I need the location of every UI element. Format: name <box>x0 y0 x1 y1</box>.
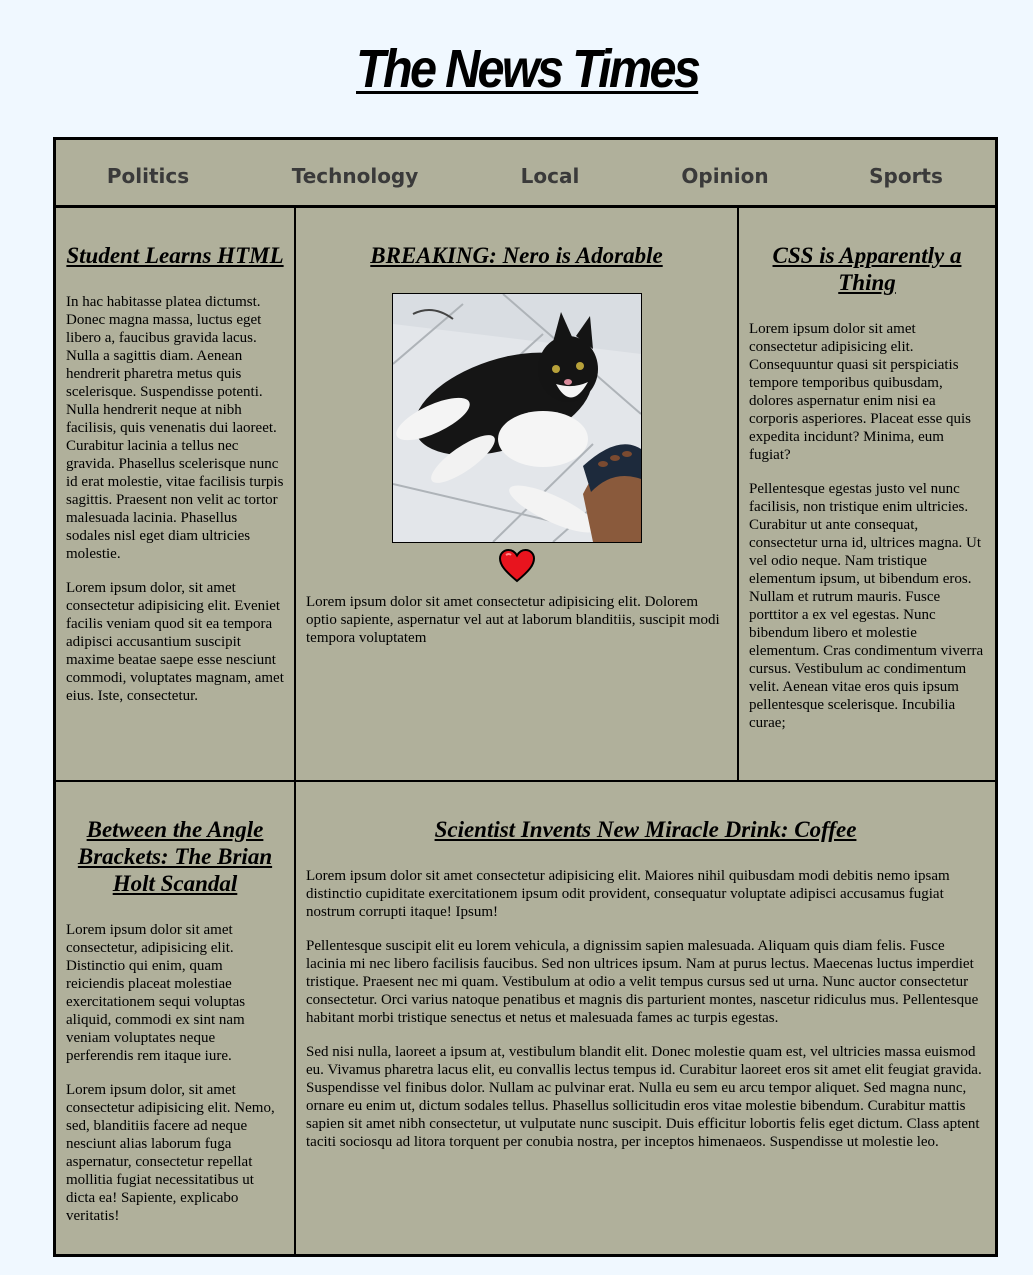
article-title: Student Learns HTML <box>66 243 284 268</box>
nav-bar <box>56 140 995 208</box>
article-paragraph: In hac habitasse platea dictumst. Donec magna massa, luctus eget libero a, faucibus gravida lacus. Nulla a sagittis diam. Aenean hendrerit pharetra metus quis scelerisque. Suspendisse potenti. Nulla hendrerit neque at nibh facilisis, quis venenatis dui laoreet. Curabitur lacinia a tellus nec gravida. Phasellus scelerisque nunc id erat molestie, vitae facilisis turpis sagittis. Praesent non velit ac tortor malesuada lacinia. Phasellus sodales nisl eget diam ultricies molestie. <box>66 294 284 562</box>
article-paragraph: Lorem ipsum dolor, sit amet consectetur adipisicing elit. Nemo, sed, blanditiis facere ad neque nesciunt alias laborum fuga aspernatur, consectetur repellat mollitia fugiat necessitatibus ut dicta ea! Sapiente, explicabo veritatis! <box>66 1082 275 1224</box>
nav-politics[interactable]: Politics <box>106 164 190 188</box>
article-student <box>56 208 294 721</box>
article-title: Between the Angle Brackets: The Brian Holt Scandal <box>77 817 273 896</box>
masthead <box>0 38 1033 100</box>
article-css <box>739 208 995 748</box>
article-coffee <box>296 782 995 1167</box>
article-breaking <box>296 208 737 663</box>
article-paragraph: Sed nisi nulla, laoreet a ipsum at, vestibulum blandit elit. Donec molestie quam est, vel ultricies massa euismod eu. Vivamus pharetra lacus elit, eu convallis lectus tempus id. Curabitur laoreet eros sit amet elit feugiat gravida. Suspendisse vel finibus dolor. Nullam ac pulvinar erat. Nulla eu sem eu arcu tempor aliquet. Sed magna nunc, ornare eu enim ut, dictum sodales tellus. Phasellus sollicitudin eros vitae molestie bibendum. Curabitur mattis sapien sit amet nibh consectetur, ut vulputate nunc suscipit. Duis efficitur lobortis felis eget dictum. Class aptent taciti sociosqu ad litora torquent per conubia nostra, per inceptos himenaeos. Suspendisse ut molestie leo. <box>306 1044 982 1150</box>
newspaper-grid <box>53 137 998 1257</box>
article-title: BREAKING: Nero is Adorable <box>370 243 663 268</box>
article-paragraph: Lorem ipsum dolor sit amet consectetur, adipisicing elit. Distinctio qui enim, quam reiciendis placeat molestiae exercitationem sequi voluptas aliquid, commodi ex sint nam veniam voluptates neque perferendis rem itaque iure. <box>66 922 246 1064</box>
nav-technology[interactable]: Technology <box>291 164 419 188</box>
article-paragraph: Pellentesque egestas justo vel nunc facilisis, non tristique enim ultricies. Curabitur ut ante consequat, consectetur urna id, ultrices magna. Ut vel odio neque. Nam tristique elementum ipsum, ut bibendum eros. Nullam et rutrum mauris. Fusce porttitor a ex vel egestas. Nunc bibendum libero et molestie elementum. Cras condimentum viverra cursus. Vestibulum ac condimentum velit. Aenean vitae eros quis ipsum pellentesque scelerisque. Incubilia curae; <box>749 481 984 731</box>
article-title: CSS is Apparently a Thing <box>772 243 962 295</box>
nav-opinion[interactable]: Opinion <box>681 164 769 188</box>
article-paragraph: Lorem ipsum dolor sit amet consectetur adipisicing elit. Dolorem optio sapiente, aspernatur vel aut at laborum blanditiis, suscipit modi tempora voluptatem <box>306 594 720 646</box>
article-angle-brackets <box>56 782 294 1241</box>
nav-sports[interactable]: Sports <box>869 164 943 188</box>
article-paragraph: Lorem ipsum dolor sit amet consectetur adipisicing elit. Consequuntur quasi sit perspiciatis tempore temporibus quibusdam, dolores aspernatur enim nisi ea corporis asperiores. Placeat esse quis expedita incidunt? Minima, eum fugiat? <box>749 321 972 463</box>
nav-local[interactable]: Local <box>520 164 580 188</box>
article-title: Scientist Invents New Miracle Drink: Coffee <box>434 817 857 842</box>
article-paragraph: Lorem ipsum dolor, sit amet consectetur adipisicing elit. Eveniet facilis veniam quod sit ea tempora adipisci accusantium suscipit maxime beatae saepe esse nesciunt commodi, voluptates magnam, amet eius. Iste, consectetur. <box>66 580 284 704</box>
cat-photo <box>392 293 642 543</box>
heart-icon[interactable] <box>499 549 535 583</box>
cat-photo-illustration <box>393 294 641 542</box>
site-title: The News Times <box>356 39 699 99</box>
article-paragraph: Lorem ipsum dolor sit amet consectetur adipisicing elit. Maiores nihil quibusdam modi debitis nemo ipsam distinctio cupiditate exercitationem ipsum odit provident, consequatur voluptate adipisci accusamus fugiat nostrum corrupti itaque! Ipsum! <box>306 868 950 920</box>
article-paragraph: Pellentesque suscipit elit eu lorem vehicula, a dignissim sapien malesuada. Aliquam quis diam felis. Fusce lacinia mi nec libero facilisis faucibus. Sed non ultrices ipsum. Nam at purus lectus. Maecenas luctus imperdiet tristique. Praesent nec mi quam. Vestibulum at odio a velit tempus cursus sed ut urna. Nunc auctor consectetur consectetur. Orci varius natoque penatibus et magnis dis parturient montes, nascetur ridiculus mus. Pellentesque habitant morbi tristique senectus et netus et malesuada fames ac turpis egestas. <box>306 938 979 1026</box>
